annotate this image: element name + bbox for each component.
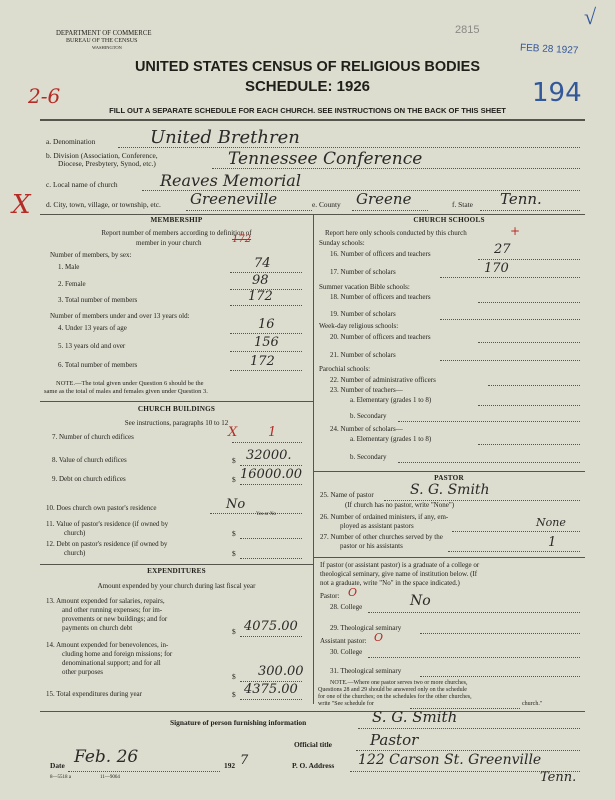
q23b-label: b. Secondary xyxy=(350,412,387,420)
q31-label: 31. Theological seminary xyxy=(330,667,402,675)
q10-value: No xyxy=(226,497,246,512)
pastor-heading: PASTOR xyxy=(434,474,464,482)
q28-value: No xyxy=(410,593,431,609)
q24-label: 24. Number of scholars— xyxy=(330,425,403,433)
signature-value: S. G. Smith xyxy=(372,708,458,726)
q13-line-3: provements or new buildings; and for xyxy=(62,615,168,623)
q29-label: 29. Theological seminary xyxy=(330,624,402,632)
official-title-value: Pastor xyxy=(370,731,419,749)
q7-mark: X xyxy=(228,425,238,440)
division-label-2: Diocese, Presbytery, Synod, etc.) xyxy=(58,159,156,168)
buildings-bottom-rule xyxy=(40,564,313,565)
membership-intro-2: member in your church xyxy=(136,239,202,247)
expenditures-heading: EXPENDITURES xyxy=(147,567,206,575)
q26-label-2: ployed as assistant pastors xyxy=(340,522,414,530)
buildings-sub: See instructions, paragraphs 10 to 12 xyxy=(124,419,229,427)
college-instruction-2: theological seminary, give name of institution below. (If xyxy=(320,570,478,578)
q23a-label: a. Elementary (grades 1 to 8) xyxy=(350,396,432,404)
membership-note-1: NOTE.—The total given under Question 6 should be the xyxy=(56,380,204,387)
q21-line xyxy=(440,360,580,361)
q8-dollar: $ xyxy=(232,456,236,465)
q26-line xyxy=(452,531,580,532)
q11-label: 11. Value of pastor's residence (if owned by xyxy=(46,520,169,528)
q29-line xyxy=(420,633,580,634)
received-stamp: FEB 28 1927 xyxy=(519,42,579,57)
q7-value: 1 xyxy=(268,425,277,440)
year-printed: 192 xyxy=(224,761,236,770)
membership-note-2: same as the total of males and females given under Question 3. xyxy=(44,388,208,395)
q24b-line xyxy=(398,462,580,463)
bureau-city: WASHINGTON xyxy=(92,45,122,50)
q28-line xyxy=(368,612,580,613)
form-title: UNITED STATES CENSUS OF RELIGIOUS BODIES xyxy=(134,59,481,75)
q14-line-1: 14. Amount expended for benevolences, in- xyxy=(46,641,169,649)
q19-label: 19. Number of scholars xyxy=(330,310,396,318)
denomination-label: a. Denomination xyxy=(46,137,96,146)
q13-value: 4075.00 xyxy=(244,619,298,634)
left-handwritten-note: 2-6 xyxy=(28,84,61,108)
q12-dollar: $ xyxy=(232,549,236,558)
state-value: Tenn. xyxy=(500,190,542,208)
q27-label: 27. Number of other churches served by the xyxy=(320,533,443,541)
q17-value: 170 xyxy=(484,261,509,276)
q4-label: 4. Under 13 years of age xyxy=(58,324,127,332)
parochial-schools-label: Parochial schools: xyxy=(319,365,371,373)
q31-line xyxy=(420,676,580,677)
q7-line xyxy=(232,442,302,443)
schools-intro-mark: + xyxy=(510,224,521,238)
county-line xyxy=(352,210,428,211)
q18-label: 18. Number of officers and teachers xyxy=(330,293,431,301)
q3-value: 172 xyxy=(248,289,273,304)
q27-value: 1 xyxy=(548,535,557,550)
date-label: Date xyxy=(50,761,65,770)
q19-line xyxy=(440,319,580,320)
sunday-schools-label: Sunday schools: xyxy=(319,239,365,247)
q14-line-2: cluding home and foreign missions; for xyxy=(62,650,173,658)
q23-label: 23. Number of teachers— xyxy=(330,386,403,394)
summer-schools-label: Summer vacation Bible schools: xyxy=(319,283,410,291)
q5-label: 5. 13 years old and over xyxy=(58,342,126,350)
q9-dollar: $ xyxy=(232,475,236,484)
q3-label: 3. Total number of members xyxy=(58,296,138,304)
official-title-line xyxy=(356,750,580,751)
q14-line-3: denominational support; and for all xyxy=(62,659,161,667)
q8-label: 8. Value of church edifices xyxy=(52,456,127,464)
pastor-note-3: for one of the churches; on the schedules for the other churches, xyxy=(318,694,472,700)
check-mark: √ xyxy=(584,4,597,29)
county-label: e. County xyxy=(312,200,341,209)
q14-dollar: $ xyxy=(232,672,236,681)
q9-line xyxy=(240,484,302,485)
city-line xyxy=(186,210,312,211)
q13-line-4: payments on church debt xyxy=(62,624,133,632)
q22-label: 22. Number of administrative officers xyxy=(330,376,436,384)
q7-label: 7. Number of church edifices xyxy=(52,433,134,441)
q13-amount-line xyxy=(240,636,302,637)
schools-bottom-rule xyxy=(313,471,585,472)
q12-label: 12. Debt on pastor's residence (if owned by xyxy=(46,540,168,548)
q2-value: 98 xyxy=(252,273,269,288)
q25-value: S. G. Smith xyxy=(410,482,490,498)
margin-mark: X xyxy=(12,190,31,220)
members-by-age-label: Number of members under and over 13 years old: xyxy=(50,312,190,320)
q5-value: 156 xyxy=(254,335,279,350)
schedule-title: SCHEDULE: 1926 xyxy=(244,78,371,95)
membership-bottom-rule xyxy=(40,401,313,402)
q21-label: 21. Number of scholars xyxy=(330,351,396,359)
pastor-mark: O xyxy=(348,586,358,599)
q26-value: None xyxy=(536,516,566,529)
pastor-note-1: NOTE.—Where one pastor serves two or more churches, xyxy=(330,680,468,686)
pastor-note-4: write "See schedule for xyxy=(318,701,374,707)
q28-label: 28. College xyxy=(330,603,363,611)
q27-label-2: pastor or his assistants xyxy=(340,542,403,550)
q1-value: 74 xyxy=(254,256,271,271)
q6-label: 6. Total number of members xyxy=(58,361,138,369)
year-handwritten: 7 xyxy=(240,753,249,768)
header-rule xyxy=(40,119,585,121)
q15-label: 15. Total expenditures during year xyxy=(46,690,142,698)
state-label: f. State xyxy=(452,200,473,209)
column-divider xyxy=(313,214,314,704)
q24b-label: b. Secondary xyxy=(350,453,387,461)
q3-line xyxy=(230,305,302,306)
q13-line-2: and other running expenses; for im- xyxy=(62,606,163,614)
q12-line xyxy=(240,558,302,559)
pastor-note-2: Questions 28 and 29 should be answered only on the schedule xyxy=(318,687,467,693)
church-name-label: c. Local name of church xyxy=(46,180,118,189)
city-label: d. City, town, village, or township, etc. xyxy=(46,200,161,209)
q11-label-2: church) xyxy=(64,529,86,537)
division-label: b. Division (Association, Conference, xyxy=(46,151,158,160)
asst-pastor-mark: O xyxy=(374,631,384,644)
q23a-line xyxy=(478,405,580,406)
date-value: Feb. 26 xyxy=(74,747,139,767)
q16-value: 27 xyxy=(494,242,511,257)
q6-value: 172 xyxy=(250,354,275,369)
q2-label: 2. Female xyxy=(58,280,86,288)
q6-line xyxy=(230,370,302,371)
members-by-sex-label: Number of members, by sex: xyxy=(50,251,132,259)
q22-line xyxy=(488,385,580,386)
q20-line xyxy=(478,342,580,343)
q20-label: 20. Number of officers and teachers xyxy=(330,333,431,341)
church-name-value: Reaves Memorial xyxy=(160,171,301,190)
q30-line xyxy=(368,657,580,658)
division-value: Tennessee Conference xyxy=(228,149,423,169)
asst-pastor-label: Assistant pastor: xyxy=(320,637,367,645)
q26-label: 26. Number of ordained ministers, if any, em- xyxy=(320,513,449,521)
q15-value: 4375.00 xyxy=(244,682,298,697)
signature-label: Signature of person furnishing information xyxy=(170,718,307,727)
membership-heading: MEMBERSHIP xyxy=(150,216,203,224)
membership-struck-number: 172 xyxy=(232,234,252,245)
date-line xyxy=(68,771,220,772)
q25-label: 25. Name of pastor xyxy=(320,491,374,499)
q4-line xyxy=(230,333,302,334)
yes-no-hint: Yes or No xyxy=(256,512,277,517)
q9-value: 16000.00 xyxy=(240,467,303,482)
q15-amount-line xyxy=(240,699,302,700)
q13-dollar: $ xyxy=(232,627,236,636)
bureau-name: BUREAU OF THE CENSUS xyxy=(66,38,138,44)
official-title-label: Official title xyxy=(294,740,332,749)
q16-label: 16. Number of officers and teachers xyxy=(330,250,431,258)
membership-intro-1: Report number of members according to definition of xyxy=(101,229,252,237)
print-number: 11—9064 xyxy=(100,775,120,780)
weekday-schools-label: Week-day religious schools: xyxy=(319,322,399,330)
form-number: 8—5518 a xyxy=(50,775,71,780)
dept-name: DEPARTMENT OF COMMERCE xyxy=(56,30,152,37)
q15-dollar: $ xyxy=(232,690,236,699)
schools-heading: CHURCH SCHOOLS xyxy=(413,216,485,224)
pastor-label: Pastor: xyxy=(320,592,340,600)
denomination-value: United Brethren xyxy=(150,127,300,148)
po-address-value-2: Tenn. xyxy=(540,770,577,785)
schools-intro: Report here only schools conducted by this church xyxy=(325,229,467,237)
instruction-line: FILL OUT A SEPARATE SCHEDULE FOR EACH CHURCH. SEE INSTRUCTIONS ON THE BACK OF THIS SHEET xyxy=(109,106,506,115)
q11-line xyxy=(240,538,302,539)
q4-value: 16 xyxy=(258,317,275,332)
college-instruction-1: If pastor (or assistant pastor) is a graduate of a college or xyxy=(320,561,480,569)
q14-line-4: other purposes xyxy=(62,668,104,676)
q8-line xyxy=(240,465,302,466)
q16-line xyxy=(478,259,580,260)
serial-number: 2815 xyxy=(455,24,480,36)
q23b-line xyxy=(398,421,580,422)
right-handwritten-note: 194 xyxy=(532,78,582,108)
po-address-value: 122 Carson St. Greenville xyxy=(358,752,542,768)
expenditures-sub: Amount expended by your church during last fiscal year xyxy=(97,582,256,590)
q5-line xyxy=(230,351,302,352)
q14-value: 300.00 xyxy=(258,664,304,679)
footer-top-rule xyxy=(40,711,585,712)
county-value: Greene xyxy=(356,190,412,208)
pastor-mid-rule xyxy=(313,557,585,558)
buildings-heading: CHURCH BUILDINGS xyxy=(137,405,216,413)
q24a-line xyxy=(478,444,580,445)
q12-label-2: church) xyxy=(64,549,86,557)
q9-label: 9. Debt on church edifices xyxy=(52,475,126,483)
q1-label: 1. Male xyxy=(58,263,80,271)
q27-line xyxy=(448,551,580,552)
q10-label: 10. Does church own pastor's residence xyxy=(46,504,157,512)
college-instruction-3: not a graduate, write "No" in the space indicated.) xyxy=(320,579,460,587)
po-address-label: P. O. Address xyxy=(292,761,335,770)
q25-hint: (If church has no pastor, write "None") xyxy=(345,501,455,509)
signature-line xyxy=(358,728,580,729)
q11-dollar: $ xyxy=(232,529,236,538)
q13-line-1: 13. Amount expended for salaries, repairs, xyxy=(46,597,165,605)
q8-value: 32000. xyxy=(246,448,292,463)
q30-label: 30. College xyxy=(330,648,363,656)
q17-label: 17. Number of scholars xyxy=(330,268,396,276)
q18-line xyxy=(478,302,580,303)
q24a-label: a. Elementary (grades 1 to 8) xyxy=(350,435,432,443)
state-line xyxy=(480,210,580,211)
pastor-note-4b: church." xyxy=(522,701,543,707)
q17-line xyxy=(440,277,580,278)
city-value: Greeneville xyxy=(190,190,278,208)
